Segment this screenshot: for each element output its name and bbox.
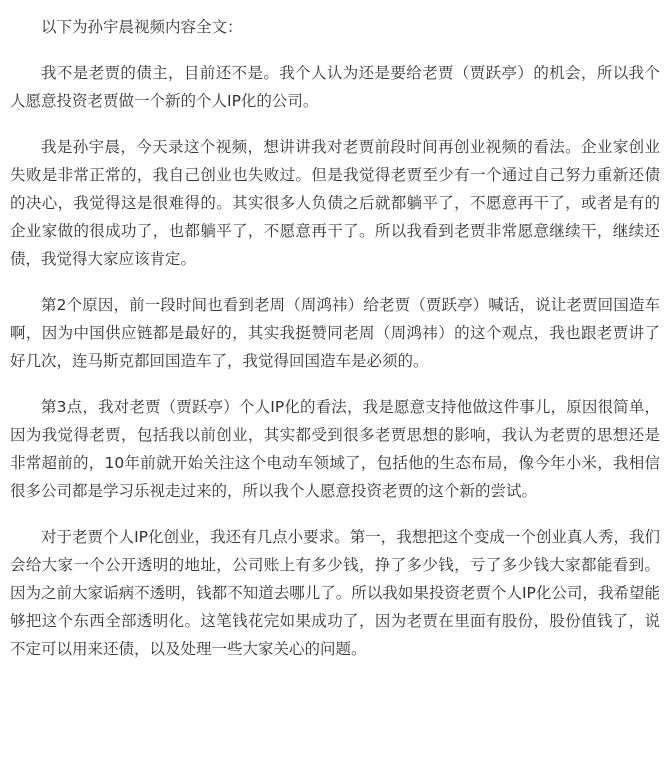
- intro-paragraph: 以下为孙宇晨视频内容全文：: [41, 18, 243, 36]
- paragraph-not-creditor: 我不是老贾的债主，目前还不是。我个人认为还是要给老贾（贾跃亭）的机会，所以我个人愿意投资老贾做一个新的个人IP化的公司。: [10, 64, 660, 110]
- paragraph-third-point: 第3点，我对老贾（贾跃亭）个人IP化的看法，我是愿意支持他做这件事儿，原因很简单，因为我觉得老贾，包括我以前创业，其实都受到很多老贾思想的影响，我认为老贾的思想还是非常超前的，10年前就开始关注这个电动车领域了，包括他的生态布局，像今年小米，我相信很多公司都是学习乐视走过来的，所以我个人愿意投资老贾的这个新的尝试。: [10, 398, 660, 500]
- paragraph-self-intro: 我是孙宇晨，今天录这个视频，想讲讲我对老贾前段时间再创业视频的看法。企业家创业失败是非常正常的，我自己创业也失败过。但是我觉得老贾至少有一个通过自己努力重新还债的决心，我觉得这是很难得的。其实很多人负债之后就都躺平了，不愿意再干了，或者是有的企业家做的很成功了，也都躺平了，不愿意再干了。所以我看到老贾非常愿意继续干，继续还债，我觉得大家应该肯定。: [10, 138, 660, 268]
- paragraph-requirements: 对于老贾个人IP化创业，我还有几点小要求。第一，我想把这个变成一个创业真人秀，我们会给大家一个公开透明的地址，公司账上有多少钱，挣了多少钱，亏了多少钱大家都能看到。因为之前大家诟病不透明，钱都不知道去哪儿了。所以我如果投资老贾个人IP化公司，我希望能够把这个东西全部透明化。这笔钱花完如果成功了，因为老贾在里面有股份，股份值钱了，说不定可以用来还债，以及处理一些大家关心的问题。: [10, 528, 660, 658]
- paragraph-second-reason: 第2个原因，前一段时间也看到老周（周鸿祎）给老贾（贾跃亭）喊话，说让老贾回国造车啊，因为中国供应链都是最好的，其实我挺赞同老周（周鸿祎）的这个观点，我也跟老贾讲了好几次，连马斯克都回国造车了，我觉得回国造车是必须的。: [10, 296, 660, 370]
